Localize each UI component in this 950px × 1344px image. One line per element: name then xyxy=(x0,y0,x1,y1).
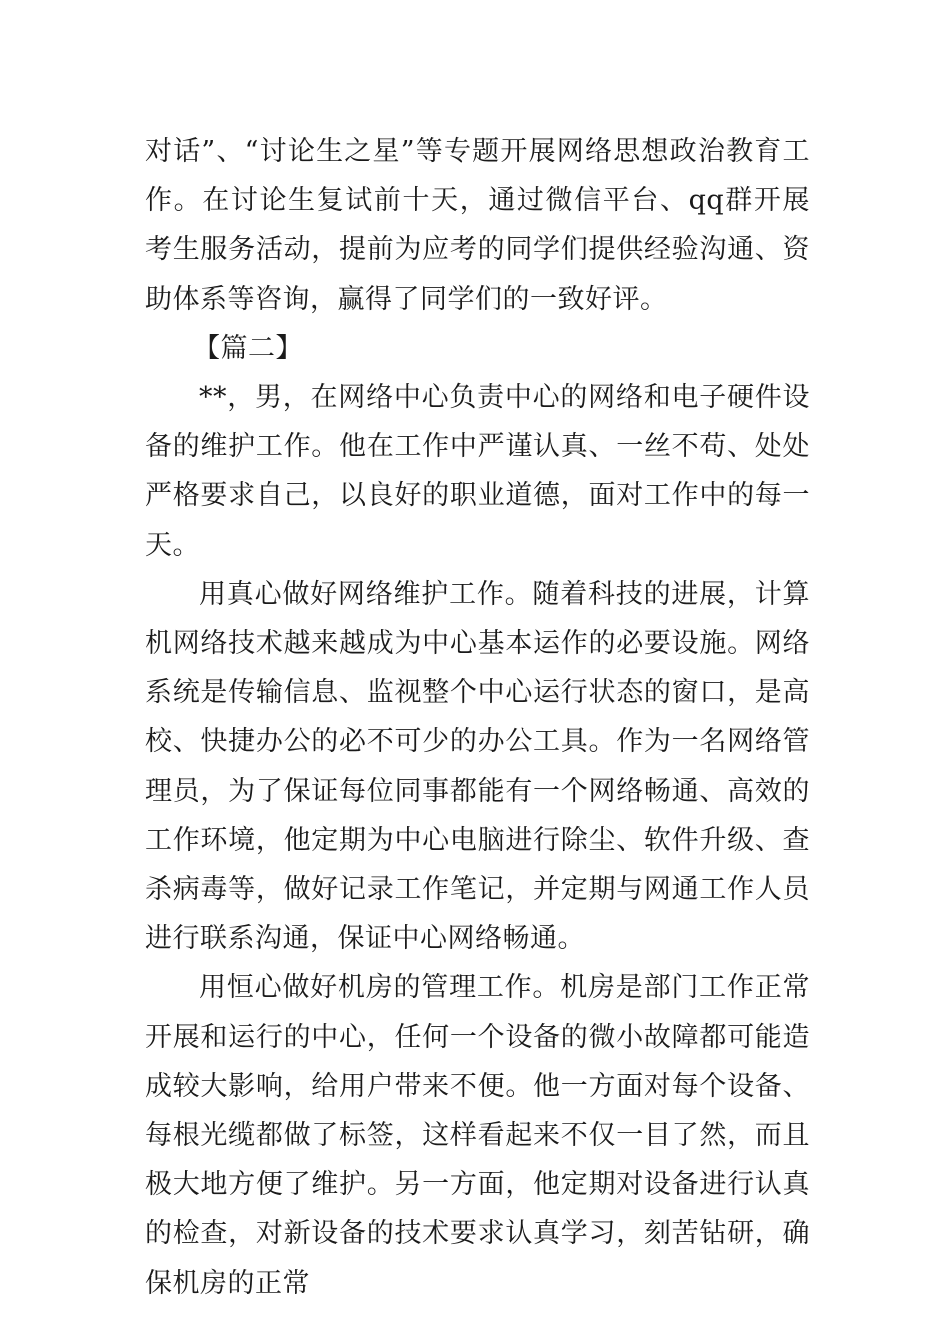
paragraph-server-room: 用恒心做好机房的管理工作。机房是部门工作正常开展和运行的中心，任何一个设备的微小故障都可能造成较大影响，给用户带来不便。他一方面对每个设备、每根光缆都做了标签，这样看起来不仅一目了然，而且极大地方便了维护。另一方面，他定期对设备进行认真的检查，对新设备的技术要求认真学习，刻苦钻研，确保机房的正常 xyxy=(145,972,810,1299)
section-heading: 【篇二】 xyxy=(193,332,303,364)
paragraph-continued: 对话”、“讨论生之星”等专题开展网络思想政治教育工作。在讨论生复试前十天，通过微信平台、qq群开展考生服务活动，提前为应考的同学们提供经验沟通、资助体系等咨询，赢得了同学们的一致好评。 xyxy=(145,136,810,315)
document-body xyxy=(145,127,810,1308)
paragraph-network-maintenance: 用真心做好网络维护工作。随着科技的进展，计算机网络技术越来越成为中心基本运作的必要设施。网络系统是传输信息、监视整个中心运行状态的窗口，是高校、快捷办公的必不可少的办公工具。作为一名网络管理员，为了保证每位同事都能有一个网络畅通、高效的工作环境，他定期为中心电脑进行除尘、软件升级、查杀病毒等，做好记录工作笔记，并定期与网通工作人员进行联系沟通，保证中心网络畅通。 xyxy=(145,578,810,955)
paragraph-intro: **，男，在网络中心负责中心的网络和电子硬件设备的维护工作。他在工作中严谨认真、一丝不苟、处处严格要求自己，以良好的职业道德，面对工作中的每一天。 xyxy=(145,382,810,561)
